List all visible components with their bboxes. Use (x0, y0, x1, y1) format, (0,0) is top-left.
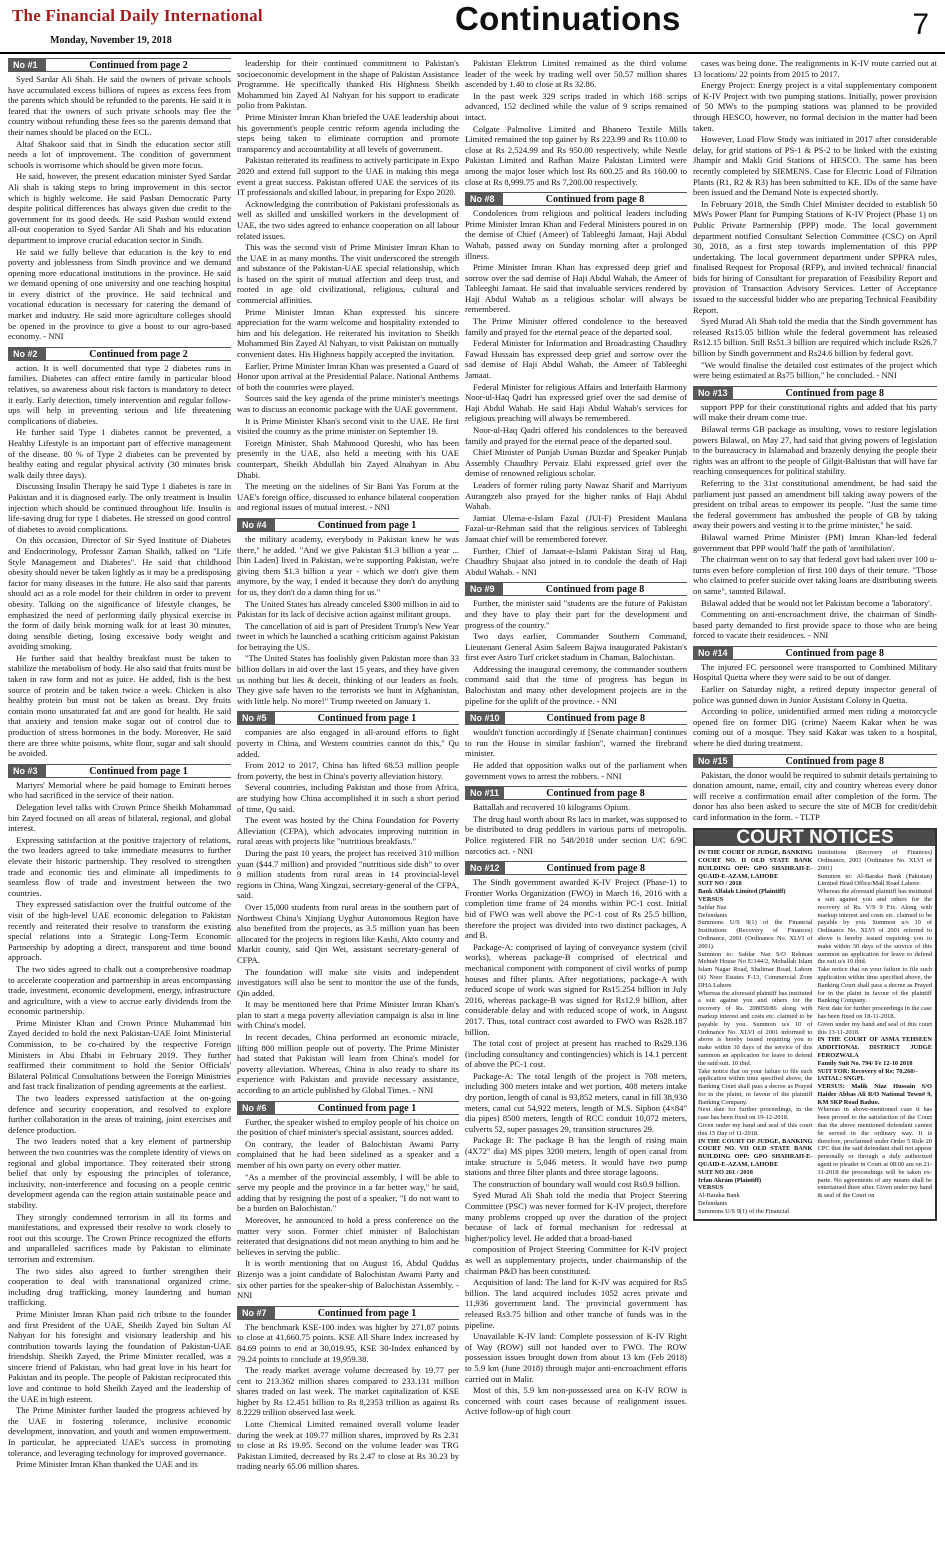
article-paragraph: During the past 10 years, the project has received 310 million yuan ($44.7 million) and provided "nutritious side dish" to over 9 million students from rural areas in 14 provincial-level regions in China, Wang Xingzui, secretary-general of the CFPA, said. (237, 847, 459, 901)
article-continued-label: Continued from page 8 (546, 863, 645, 875)
article-paragraph: It is Prime Minister Khan's second visit to the UAE. He first visited the country as the prime minister on September 19. (237, 415, 459, 437)
article (693, 386, 937, 641)
article-paragraph: Sources said the key agenda of the prime minister's meetings was to discuss an economic package with the UAE government. (237, 393, 459, 414)
article-number: No #4 (237, 519, 275, 531)
article-paragraph: Over 15,000 students from rural areas in the southern part of Northwest China's Xinjiang Uyghur Autonomous Region have also benefited from the projects, as 3.5 million yuan has been allocated for the projects in regions like Kashi, Akto county and Markit county, said Qin Wei, assistant secretary-general of CFPA. (237, 901, 459, 965)
article-paragraph: Syed Sardar Ali Shah. He said the owners of private schools have accumulated excess billions of rupees as excess fees from the parents which should be refunded to the parents. He said it is feared that the owners of such private schools may flee the country without refunding these fees so the parents demand that their names should be placed on the ECL. (8, 74, 231, 137)
article-continued-label: Continued from page 2 (89, 60, 188, 71)
article-continued-label: Continued from page 8 (546, 713, 645, 725)
article-paragraph: Altaf Shakoor said that in Sindh the education sector still needs a lot of improvement. The condition of government schools is worrisome which should be given more focus. (8, 138, 231, 170)
article-paragraph: The construction of boundary wall would cost Rs0.9 billion. (473, 1178, 681, 1189)
article-paragraph: He further said that healthy breakfast must be taken to stabilize the metabolism of body. He also said that fruits must be taken in raw form and not as juice. He added, fish is the best source of protein and be taken twice a week. Chicken is also healthy protein but must not be taken as breast. Dry fruits contain mono unsaturated fat and are good for health. He said that anxiety and tension make sugar out of control due to production of stress hormones in the body. Moreover, He said there are three white poisons, white flour, sugar and salt should be avoided. (8, 652, 231, 759)
article-paragraph: Prime Minister Khan and Crown Prince Muhammad bin Zayed decided to hold the next Pakistan-UAE Joint Ministerial Commission, to be co-chaired by the respective Foreign Ministers in Abu Dhabi in February 2019. They further reaffirmed their commitment to hold the Senior Officials' Bilateral Political Consultations between the Foreign Ministries and fast track finalization of pending agreements at the earliest. (8, 1017, 231, 1092)
court-notice-line: Defendants (698, 1200, 728, 1208)
article-continued-label: Continued from page 8 (785, 755, 884, 767)
court-notice-line: Take notice that on your failure to file such application within time specified above, the Banking Court shall pass a decree as Prayed for in the plaint in favour of the plaintiff Banking Company. (817, 966, 932, 1005)
article-paragraph: The two sides agreed to chalk out a comprehensive roadmap to accelerate cooperation and partnership in areas encompassing trade, investment, economic development, energy, infrastructure and agriculture, with a view to accrue early dividends from the economic partnership. (8, 963, 231, 1017)
court-notice-line: Whereas the aforesaid plaintiff has instituted a suit against you and others for the recovery of Rs. V/S 9 Fix. Along with markup interest and costs etc. claimed to be payable by you. Summon u/s 10 of Ordinance No. XLVI of 2001 referred to above is hereby issued requiring you to make within 30 days of the service of this summon an application for leave to defend the suit u/s 10 ibid. (817, 888, 932, 966)
article-paragraph: He said we fully believe that education is the key to end poverty and joblessness from Sindh province and we demand opening more educational institutions in the province. He said we demand opening of one university and one teaching hospital in every district of the province. He said technical and vocational education is necessary for catering the demand of market and industry. He said more agriculture colleges should be opened in the province to give a boost to our agro-based economy. - NNI (8, 246, 231, 342)
article-paragraph: He further said Type 1 diabetes cannot be prevented, a Healthy Lifestyle is an important part of effective management of the disease. 80 % of Type 2 diabetes can be prevented by healthy eating and regular physical activity (30 minutes brisk walk daily three days). (8, 427, 231, 480)
masthead (0, 0, 945, 54)
article-paragraph: Acknowledging the contribution of Pakistani professionals as well as skilled and unskilled workers in the development of UAE, the two sides agreed to enhance cooperation on all labour related issues. (237, 198, 459, 241)
article-paragraph: The Prime Minister further lauded the progress achieved by the UAE in fostering tolerance, inclusive economic development, innovation, and youth and women empowerment. In particular, he appreciated UAE's success in promoting tolerance, and leveraging technology for improved governance. (8, 1405, 231, 1458)
article-paragraph: Leaders of former ruling party Nawaz Sharif and Marriyum Aurangzeb also prayed for the higher ranks of Haji Abdul Wahab. (465, 479, 687, 512)
article-number: No #13 (693, 387, 733, 399)
court-notice-line: IN THE COURT OF JUDGE, BANKING COURT NO. II OLD STATE BANK BUILDING OPP: GPO SHAHRAH-E-QUAID-E-AZAM, LAHORE (698, 849, 813, 880)
article-heading (237, 711, 459, 725)
article-heading (8, 764, 231, 778)
article (693, 646, 937, 749)
article-continued-label: Continued from page 1 (89, 765, 188, 777)
article-paragraph: From 2012 to 2017, China has lifted 68.53 million people from poverty, the best in China's poverty alleviation history. (237, 760, 459, 781)
article-paragraph: They expressed satisfaction over the fruitful outcome of the visit of the high-level UAE economic delegation to Pakistan recently and reiterated their resolve to transform the existing special relations into a Strategic Long-Term Economic Partnership by adopting a direct, transparent and time bound approach. (8, 899, 231, 963)
article (465, 582, 687, 706)
article-paragraph: Noor-ul-Haq Qadri offered his condolences to the bereaved family and prayed for the eternal peace of the departed soul. (465, 425, 687, 446)
article-paragraph: The Sindh government awarded K-IV Project (Phase-1) to Frontier Works Organization (FWO) in March 16, 2016 with a completion time frame of 24 months within PC-1 cost. Initial bid of FWO was well above the PC-1 cost of Rs 25.5 billion, therefore the project was divided into two distinct packages, A and B. (465, 877, 687, 941)
article (237, 1101, 459, 1301)
court-notice-line: Institutions (Recovery of Finances) Ordinance, 2001 (Ordinance No. XLVI of 2001) (817, 849, 932, 872)
court-notice-line: SUIT NO 261 / 2018 (698, 1168, 753, 1176)
court-notice-line: Take notice that on your failure to file such application within time specified above, the Banking Court shall pass a decree as Prayed for in the plaint, in favour of the plaintiff Banking Company. (698, 1067, 813, 1106)
article-continued-label: Continued from page 2 (89, 348, 188, 360)
article-paragraph: The drug haul worth about Rs lacs in market, was supposed to be distributed to drug peddlers in various parts of metropolis. Police registered FIR no 548/2018 under section U/C 6/9C narcotics act. - NNI (465, 813, 687, 856)
article-heading (693, 754, 937, 768)
article-paragraph: In the past week 329 scrips traded in which 168 scrips advanced, 152 declined while the value of 9 scrips remained intact. (465, 90, 687, 122)
article (465, 861, 687, 1417)
article-paragraph: Colgate Palmolive Limited and Bhanero Textile Mills Limited remained the top gainer by Rs 223.99 and Rs 110.00 to close at Rs 2,524.99 and Rs 950.00 respectively, while Nestle Pakistan Limited and Rafhan Maize Pakistan Limited were among the major loser which lost Rs 600.25 and Rs 160.00 to close at Rs 8,999.75 and Rs 7,200.00 respectively. (465, 123, 687, 187)
article-number: No #11 (465, 787, 504, 799)
court-notice-line: Bank Alfalah Limited (Plaintiff) (698, 888, 786, 896)
court-notice-line: Next date for further proceedings in the case has been fixed on 18-11-2018. (817, 1005, 932, 1020)
article-continuation (693, 58, 937, 381)
section-title: Continuations (455, 0, 681, 37)
article-paragraph: Commenting on anti-encroachment drive, the chairman of Sindh-based party demanded to first provide space to those who are being forced to vacate their residences. - NNI (693, 609, 937, 641)
article-paragraph: Jamiat Ulema-e-Islam Fazal (JUI-F) President Maulana Fazal-ur-Rehman said that the religious services of Tableeghi Jamaat chief will be remembered forever. (465, 512, 687, 544)
court-notice-line: VERSUS: Malik Niaz Hussain S/O Haider Abbas Ali R/O National Town# 9, KM SKP Road Baduo. (817, 1083, 932, 1106)
article-paragraph: Addressing the inaugural ceremony, the commander southern command said that the time of progress has begun in Balochistan and many other development projects are in the pipeline for the uplift of the province. - NNI (465, 663, 687, 706)
article-paragraph: Pakistan Elektron Limited remained as the third volume leader of the week by trading well over 50.57 million shares ascended by 1.40 to close at Rs 32.86. (465, 58, 687, 90)
article-continued-label: Continued from page 8 (546, 788, 645, 800)
article-continued-label: Continued from page 8 (545, 194, 645, 206)
article-paragraph: Further, the minister said "students are the future of Pakistan and they have to play their part for the development and progress of the country." (465, 598, 687, 630)
article-paragraph: Unavailable K-IV land: Complete possession of K-IV Right of Way (ROW) still not handed over to FWO. The ROW possession issues brought down from about 13 km (Feb 2018) to 5.9 km (June 2018) through major anti-encroachment efforts carried out in Malir. (465, 1331, 687, 1384)
article-paragraph: Syed Murad Ali Shah told the media that the Sindh government has released Rs15.05 billion while the federal government has released Rs12.15 billion. Still Rs51.3 billion are required which include Rs26.7 billion by Sindh government and Rs24.6 billion by federal govt. (693, 316, 937, 359)
court-notice-line: Next date for further proceedings, in the case has been fixed on 19-12-2018. (698, 1106, 813, 1122)
court-notice-line: Whereas the aforesaid plaintiff has instituted a suit against you and others for the recovery of Rs. 208050/86 along with markup interest and costs etc. claimed to be payable by you. Summon u/s 10 of Ordinance No. XLVI of 2001 informed to above is hereby issued requiring you to make within 30 days of the service of this summon an application for leave to defend the said suit. 10 ibid. (698, 989, 813, 1067)
article-heading (8, 347, 231, 361)
court-notice-line: Irfan Akram (Plaintiff) (698, 1176, 762, 1184)
article-heading (465, 711, 687, 725)
article-paragraph: Earlier, Prime Minister Imran Khan was presented a Guard of Honor upon arrival at the Presidential Palace. National Anthems of both the countries were played. (237, 360, 459, 392)
article-paragraph: Earlier on Saturday night, a retired deputy inspector general of police was gunned down in Junior Assistant Colony in Quetta. (693, 684, 937, 705)
article-paragraph: The injured FC personnel were transported to Combined Military Hospital Quetta where they were said to be out of danger. (693, 661, 937, 683)
article-paragraph: Federal Minister for Information and Broadcasting Chaudhry Fawad Hussain has expressed deep grief and sorrow over the sad demise of Haji Abdul Wahab, the Ameer of Tableeghi Jamaat. (465, 338, 687, 381)
article-heading (693, 386, 937, 400)
article-paragraph: Prime Minister Imran Khan paid rich tribute to the founder and first President of the UAE, Sheikh Zayed bin Sultan Al Nahyan for his foresight and visionary leadership and his contribution towards laying the foundation of Pakistan-UAE friendship. Sheikh Zayed, the Prime Minister recalled, was a sincere friend of Pakistan, who had great love in his heart for Pakistan and its people. The people of Pakistan reciprocated this love and continue to hold Sheikh Zayed and the leadership of the UAE in high esteem. (8, 1308, 231, 1404)
court-notice-line: Given under my hand and seal of this court this 15 Day of 11-2018. (698, 1122, 813, 1137)
article (465, 192, 687, 577)
article-continued-label: Continued from page 1 (317, 519, 417, 531)
court-notice-line: Whereas in above-mentioned case it has been proved to the satisfaction of the Court that the above mentioned defendant cannot be served in the ordinary way. It is therefore, proclaimed under Order 5 Rule 20 CPC that the said defendant shall not appear personally or through a duly authorized agent or pleader in Court at 08:00 am on 21-11-2018 the proceedings will be taken ex-parte. No agreements of any means shall be entertained there after. Given under my hand & seal of the Court on (817, 1106, 932, 1200)
column-1 (8, 58, 231, 1553)
court-notice-line: IN THE COURT OF JUDGE, BANKING COURT NO. VII OLD STATE BANK BUILDING OPP: GPO SHAHRAH-E-QUAID-E-AZAM, LAHORE (698, 1137, 813, 1169)
article-continued-label: Continued from page 1 (317, 713, 417, 725)
article-paragraph: Several countries, including Pakistan and those from Africa, are studying how China accomplished it in such a short period of time, Qu said. (237, 782, 459, 814)
article-number: No #6 (237, 1102, 275, 1114)
court-notices-title: COURT NOTICES (695, 830, 935, 847)
article-paragraph: Prime Minister Imran Khan expressed his sincere appreciation for the warm welcome and hospitality extended to him and his delegation. He reiterated his invitation to Sheikh Mohammed Bin Zayed Al Nahyan, to visit Pakistan on mutually convenient dates. His Highness happily accepted the invitation. (237, 306, 459, 360)
column-2 (237, 58, 459, 1553)
article-number: No #10 (465, 712, 505, 724)
article-number: No #3 (8, 765, 46, 777)
article-paragraph: Further, the speaker wished to employ people of his choice on the position of chief minister's special assistant, sources added. (237, 1116, 459, 1138)
article-paragraph: Pakistan, the donor would be required to submit details pertaining to donation amount, name, email, city and country whereas every donor will receive a confirmation email after completion of the form. The donor has also been asked to secure the site of MCB for credit/debit card information in the form. - TLTP (693, 769, 937, 822)
article-paragraph: Condolences from religious and political leaders including Prime Minister Imran Khan and Federal Ministers poured in on the demise of Chief (Ameer) of Tableeghi Jamaat, Haji Abdul Wahab, passed away on Sunday morning after a prolonged illness. (465, 208, 687, 261)
article-paragraph: Moreover, he announced to hold a press conference on the matter very soon. Former chief minister of Balochistan reiterated that designations did not mean anything to him and he believes in serving the public. (237, 1214, 459, 1257)
issue-date: Monday, November 19, 2018 (50, 35, 172, 46)
article-paragraph: The benchmark KSE-100 index was higher by 271.87 points to close at 41,660.75 points. KSE All Share Index increased by 84.69 points to end at 30,019.95, KSE 30-Index enhanced by 79.24 points to conclude at 19,959.38. (237, 1321, 459, 1364)
article-paragraph: He added that opposition walks out of the parliament when government vows to arrest the robbers. - NNI (465, 760, 687, 781)
article-paragraph: Further, Chief of Jamaat-e-Islami Pakistan Siraj ul Haq, Chaudhry Shujaat also joined in to condole the death of Haji Abdul Wahab. - NNI (465, 545, 687, 577)
article-paragraph: Prime Minister Imran Khan briefed the UAE leadership about his government's people centric reform agenda including the steps being taken to eliminate corruption and promote transparency and accountability at all levels of government. (237, 111, 459, 154)
article-continued-label: Continued from page 8 (785, 387, 884, 399)
article-paragraph: Syed Murad Ali Shah told the media that Project Steering Committee (PSC) was never formed for K-IV project, therefore many problems cropped up over the duration of the project because of lack of formal mechanism for redressal at higher/policy level. He added that a broad-based (465, 1190, 687, 1243)
article-continuation (237, 58, 459, 513)
article (465, 786, 687, 856)
article-heading (465, 192, 687, 206)
article-paragraph: Delegation level talks with Crown Prince Sheikh Mohammad bin Zayed focused on all areas of bilateral, regional, and global interest. (8, 802, 231, 834)
article (237, 518, 459, 707)
article-number: No #12 (465, 862, 505, 874)
court-notice-line: Summon to: Al-Baraka Bank (Pakistan) Limited Head Office/Mall Road Lahore. (817, 872, 932, 888)
article (237, 1306, 459, 1472)
article-heading (237, 518, 459, 532)
court-notice-line: VERSUS (698, 1184, 724, 1192)
column-3 (465, 58, 687, 1553)
article-heading (465, 786, 687, 800)
article-heading (693, 646, 937, 660)
court-notice-line: Given under my hand and seal of this court this 13-11-2018. (817, 1020, 932, 1036)
article-number: No #2 (8, 348, 46, 360)
article-paragraph: Martyrs' Memorial where he paid homage to Emirati heroes who had sacrificed in the service of their nation. (8, 779, 231, 801)
article-paragraph: Federal Minister for religious Affairs and Interfaith Harmony Noor-ul-Haq Qadri has expressed grief over the sad demise of Haji Abdul Wahab. He said Haji Abdul Wahab's services for religious preaching will always be remembered. (465, 381, 687, 424)
page-number: 7 (912, 8, 929, 41)
court-notice-line: SUIT FOR: Recovery of Rs: 70,260/- (817, 1067, 918, 1075)
article-paragraph: On contrary, the leader of Balochistan Awami Party complained that he had been sidelined as a speaker and a member of his own party on every other matter. (237, 1138, 459, 1170)
court-notice-line: Summons U/S 9(1) of the Financial (698, 1207, 790, 1215)
article (8, 764, 231, 1470)
article-paragraph: However, Load Flow Study was initiated in 2017 after considerable delay, for grid stations of PS-1 & PS-2 to be linked with the existing Jhampir and Makli Grid Stations of HESCO. The same has been recently completed by SIEMENS. Case for Electric Load of Filtration Plants (R1, R2 & R3) has been submitted to KE. IDs of the same have been issued and the Demand Note is expected shortly. (693, 134, 937, 198)
court-notice-line: Al-Baraka Bank (698, 1192, 740, 1200)
article-heading (465, 861, 687, 875)
article-number: No #14 (693, 647, 733, 659)
article-paragraph: They strongly condemned terrorism in all its forms and manifestations, and expressed their resolve to work closely to root out this scourge. The Crown Prince recognized the efforts and unparalleled sacrifices made by Pakistan to eliminate terrorism and extremism. (8, 1211, 231, 1264)
newspaper-brand: The Financial Daily International (12, 6, 263, 25)
article-paragraph: "We would finalise the detailed cost estimates of the project which were being estimated at Rs75 billion," he concluded. - NNI (693, 359, 937, 381)
article-paragraph: The ready market average volume decreased by 19.77 per cent to 213.362 million shares compared to 233.131 million shares traded on last week. The market capitalization of KSE higher by Rs 12.451 billion to Rs 8,2353 trillion as against Rs 8.2229 trillion observed last week. (237, 1365, 459, 1418)
article-continued-label: Continued from page 8 (785, 647, 884, 659)
court-notice-line: Summons U/S 9(1) of the Financial Institutions (Recovery of Finances) Ordinance, 2001 (Ordinance No. XLVI of 2001). (698, 919, 813, 950)
article-paragraph: Package B: The package B has the length of rising main (4X72" dia) MS pipes 3200 meters, length of open canal from intake structure is 5,046 meters. It would have two pump stations and three filter plants and three storage lagoons. (465, 1135, 687, 1178)
court-notices-box (693, 828, 937, 1221)
article-paragraph: Package-A: The total length of the project is 708 meters, including 300 meters intake and wet portion, 408 meters intake dry portion, length of canal is 93,852 meters, canal in fill 38,930 meters, canal cut 54,922 meters, length of M.S. Siphon (4×84" dia pipes) 8500 meters, length of RCC conduit 10,072 meters, culverts 52, super passages 29, transition structures 29. (465, 1070, 687, 1134)
article-number: No #9 (465, 583, 503, 595)
court-notice-line: Family Suit No. 794/ Fe 12-10 2018 (817, 1059, 913, 1067)
article-paragraph: Acquisition of land: The land for K-IV was acquired for Rs5 billion. The land acquired includes 1052 acres private and 11,936 government land. The provincial government has released Rs3.75 billion and other tranche of funds was in the pipeline. (465, 1277, 687, 1330)
article-paragraph: Expressing satisfaction at the positive trajectory of relations, the two leaders agreed to take immediate measures to further elevate their historic partnership. They resolved to strengthen trade and economic ties and eliminate all impediments to seamless flow of trade and investment between the two countries. (8, 834, 231, 898)
court-notice-line: VERSUS (698, 895, 724, 903)
article-paragraph: Bilawal added that he would not let Pakistan become a 'laboratory'. (701, 597, 933, 608)
article-paragraph: "As a member of the provincial assembly, I will be able to serve my people and the province in a far better way," he said, adding that by resigning the post of a speaker, "I do not want to be a burden on Balochistan." (237, 1171, 459, 1214)
article-number: No #1 (8, 59, 46, 71)
article-paragraph: Prime Minister Imran Khan thanked the UAE and its (16, 1459, 198, 1470)
court-notice-line: IN THE COURT OF ASMA TEHSEEN ADDITIONAL DISTRICT JUDGE FEROZWALA (817, 1036, 932, 1059)
article-paragraph: Bilawal warned Prime Minister (PM) Imran Khan-led federal government that PPP would 'half' the path of 'annihilation'. (693, 531, 937, 553)
article-continued-label: Continued from page 8 (545, 584, 645, 596)
article (237, 711, 459, 1095)
article (8, 58, 231, 342)
article-paragraph: The chairman went on to say that federal govt had taken over 100 u-turns even before completion of first 100 days of their tenure. "Those who claimed to prefer suicide over taking loans are distributing sweets on same", taunted Bilawal. (693, 554, 937, 596)
article-paragraph: companies are also engaged in all-around efforts to fight poverty in China, and Western countries cannot do this," Qu added. (237, 727, 459, 759)
article-number: No #5 (237, 712, 275, 724)
article-paragraph: Battallah and recovered 10 kilograms Opium. (473, 802, 631, 813)
article-continued-label: Continued from page 1 (317, 1307, 417, 1319)
article-paragraph: Lotte Chemical Limited remained overall volume leader during the week at 109.77 million shares, improved by Rs 2.31 to close at Rs 19.95. Second on the volume leader was TRG Pakistan Limited, decreased by Rs 2.47 to close at Rs 30.23 by trading nearly 65.06 million shares. (237, 1419, 459, 1472)
article-heading (237, 1101, 459, 1115)
article-paragraph: Pakistan reiterated its readiness to actively participate in Expo 2020 and extend full support to the UAE in making this mega event a great success. Pakistan offered UAE the services of its IT professionals and skilled labour, in preparing for Expo 2020. (237, 155, 459, 198)
article-paragraph: Chief Minister of Punjab Usman Buzdar and Speaker Punjab Assembly Chaudhry Pervaiz Elahi expressed grief over the demise of renowned religious scholar. (465, 447, 687, 479)
article-number: No #7 (237, 1307, 275, 1319)
court-notice-line: IATIAL: SNGPL (817, 1075, 865, 1083)
article-paragraph: The two leaders noted that a key element of partnership between the two countries was the complete identity of views on regional and global importance. They reiterated their strong belief that only by espousing the principles of tolerance, inclusivity, non-interference and focusing on a people centric development agenda can the region attain sustainable peace and stability. (8, 1136, 231, 1210)
article-paragraph: In recent decades, China performed an economic miracle, lifting 800 million people out of poverty. The Prime Minister had stated that Pakistan will learn from China's model for poverty alleviation. Whereas, China is also ready to share its experience with Pakistan and provide necessary assistance, according to an article published by Global Times. - NNI (237, 1032, 459, 1096)
article-paragraph: The two leaders expressed satisfaction at the on-going defence and security cooperation, and resolved to explore further collaboration in the areas of training, joint exercises and defence production. (8, 1093, 231, 1135)
court-notice-line: SUIT NO / 2018 (698, 880, 742, 888)
article-paragraph: "The United States has foolishly given Pakistan more than 33 billion dollars in aid over the last 15 years, and they have given us nothing but lies & deceit, thinking of our leaders as fools. They give safe haven to the terrorists we hunt in Afghanistan, with little help. No more!" Trump tweeted on January 1. (237, 653, 459, 706)
article-paragraph: Most of this, 5.9 km non-possessed area on K-IV ROW is concerned with court cases because of realignment issues. Active follow-up of high court (465, 1385, 687, 1417)
article-paragraph: Referring to the 31st constitutional amendment, he had said the parliament just passed an amendment bill taking away powers of the president on tribal areas to empower its people. "Just the same time the federal government has ambushed the people of GB by taking away their powers and vesting it to the prime minister," he said. (693, 477, 937, 531)
court-notice-line: Safdar Naz (698, 903, 727, 911)
article-paragraph: cases was being done. The realignments in K-IV route carried out at 13 locations/ 22 points from 2015 to 2017. (693, 58, 937, 79)
article (693, 754, 937, 823)
article-paragraph: the military academy, everybody in Pakistan knew he was there," he added. "And we give Pakistan $1.3 billion a year ... [bin Laden] lived in Pakistan, we're supporting Pakistan, we're giving them $1.3 billion a year - which we don't give them anymore, by the way, I ended it because they don't do anything for us, they don't do a damn thing for us." (237, 533, 459, 597)
article-paragraph: The total cost of project at present has reached to Rs29.136 (including consultancy and contingencies) which is 14.1 percent of above the PC-1 cost. (465, 1038, 687, 1070)
article-paragraph: Energy Project: Energy project is a vital supplementary component of K-IV Project with two pumping stations. Initially, power provision of 50 MWs to the pumping stations was planned to be provided through HESCO, however, no formal decision in the matter had been taken. (693, 80, 937, 133)
article-paragraph: Package-A: comprised of laying of conveyance system (civil works), whereas package-B comprised of electrical and mechanical component with component of civil works of pump houses and filter plants. After negotiations, package-A with reduced scope of work was signed for Rs15.254 billion in July 2016, whereas package-B was signed for Rs12.9 billion, after considerable delay and with reduced scope of work, in August 2017. Thus, total contract cost awarded to FWO was Rs28.187 billion. (465, 941, 687, 1037)
article-paragraph: action. It is well documented that type 2 diabetes runs in families. Diabetes can affect entire family in particular blood relatives, so awareness about risk factors is mandatory to detect it early. Early detection, timely intervention and regular follow-ups will help in preventing serious and life threatening complications of diabetes. (8, 362, 231, 426)
article-paragraph: It is worth mentioning that on August 16, Abdul Quddus Bizenjo was a joint candidate of Balochistan Awami Party and six other parties for the speaker-ship of Balochistan Assembly. - NNI (237, 1258, 459, 1301)
court-notice-line: Summon to: Safdar Naz S/O Rehman Mehtab House No E/144/2, Mohallah Islam Islam Nagar Road, Shalimar Road, Lahore (ii) Noor Estates F-13, Commercial Zone DHA Lahore. (698, 950, 813, 989)
article-number: No #8 (465, 193, 503, 205)
article-paragraph: The foundation will make site visits and independent investigators will also be sent to monitor the use of the funds, Qin added. (237, 966, 459, 998)
article-paragraph: The two sides also agreed to further strengthen their cooperation to deal with transnational organized crime, including drug trafficking, money laundering and human trafficking. (8, 1265, 231, 1308)
article-paragraph: In February 2018, the Sindh Chief Minister decided to establish 50 MWs Power Plant for Pumping Stations of K-IV Project (Phase 1) on Public Private Partnership (PPP) mode. The local government department notified Consultant Selection Committee (CSC) on April 30, 2018, as a first step towards implementation of this PPP undertaking. The local government department under SPPRA rules, finalised Request for Proposal (RFP), and invited technical/ financial bids for hiring of Consultant for preparation of Feasibility Report and provision of Transaction Advisory Services. Letter of Acceptance issued to the successful bidder who are preparing Technical Feasibility Report. (693, 198, 937, 315)
article-paragraph: leadership for their continued commitment to Pakistan's socioeconomic development in the shape of Pakistan Assistance Programme. He specifically thanked His Highness Sheikh Mohammed bin Zayed Al Nahyan for his support to eradicate polio from Pakistan. (237, 58, 459, 111)
article-paragraph: wouldn't function accordingly if [Senate chairman] continues to run the House in similar fashion", warned the firebrand minister. (465, 727, 687, 759)
article-paragraph: This was the second visit of Prime Minister Imran Khan to the UAE in as many months. The visit underscored the strength and substance of the Pakistan-UAE special relationship, which is based on the spirit of mutual affection and deep trust, and rooted in age old civilizational, religious, cultural and commercial affinities. (237, 242, 459, 306)
court-notices-right (818, 849, 933, 1215)
article-paragraph: It may be mentioned here that Prime Minister Imran Khan's plan to start a mega poverty alleviation campaign is also in line with China's model. (237, 999, 459, 1031)
article-paragraph: Foreign Minister, Shah Mahmood Qureshi, who has been presently in the UAE, also held a meeting with his UAE counterpart, Sheikh Abdullah bin Zayed Alnahyan in Abu Dhabi. (237, 437, 459, 480)
column-4 (693, 58, 937, 1553)
article-paragraph: The Prime Minister offered condolence to the bereaved family and prayed for the eternal peace of the departed soul. (465, 316, 687, 337)
article (465, 711, 687, 781)
article-paragraph: composition of Project Steering Committee for K-IV project as well as supplementary projects, under chairmanship of the chairman P&D has been constituted. (465, 1244, 687, 1276)
article-paragraph: On this occasion, Director of Sir Syed Institute of Diabetes and Endocrinology, Professor Zaman Shaikh, talked on "Life Style Management and Diabetes". He said that childhood obesity should never be taken lightly as it may be a predisposing factor for many diseases in the future. He also said that parents should act as a role model for their children in order to prevent obesity. Talking on the significance of lifestyle changes, he emphasized the need of performing daily physical exercise in the form of daily brisk morning walk for at least 30 minutes, doing sensible dieting, losing excessive body weight and avoiding smoking. (8, 535, 231, 652)
article-heading (8, 58, 231, 72)
article-paragraph: The United States has already canceled $300 million in aid to Pakistan for its lack of decisive action against militant groups. (237, 598, 459, 620)
article-paragraph: Discussing Insulin Therapy he said Type 1 diabetes is rare in Pakistan and it is diagnosed early. The only treatment is Insulin injection which should be continued throughout life. Insulin is life-saving drug for type 1 diabetes. He stressed on good control of diabetes to avoid complications. (8, 481, 231, 534)
article (8, 347, 231, 759)
article-continued-label: Continued from page 1 (317, 1102, 417, 1114)
article-paragraph: He said, however, the present education minister Syed Sardar Ali shah is taking steps to bring improvement in this sector which is highly welcome. He said Pasban Democratic Party despite political differences has always given due credit to the government for its good deeds. He said Pasban would extend all-out cooperation to Syed Sardar Ali Shah and his education department to improve crucial education sector in Sindh. (8, 171, 231, 245)
article-paragraph: Prime Minister Imran Khan has expressed deep grief and sorrow over the sad demise of Haji Abdul Wahab, the Ameer of Tableeghi Jamaat. He said that invaluable services rendered by Haji Abdul Wahab as a religious scholar will always be remembered. (465, 262, 687, 315)
court-notice-line: Defendants (698, 911, 728, 919)
article-continuation (465, 58, 687, 187)
article-number: No #15 (693, 755, 733, 767)
article-paragraph: The event was hosted by the China Foundation for Poverty Alleviation (CFPA), which advocates improving nutrition in rural areas with projects like "nutritious breakfasts." (237, 815, 459, 847)
article-paragraph: The cancellation of aid is part of President Trump's New Year tweet in which he launched a scathing criticism against Pakistan for betraying the US. (237, 620, 459, 652)
article-paragraph: The meeting on the sidelines of Sir Bani Yas Forum at the UAE's foreign office, discussed to enhance bilateral cooperation and regional issues of mutual interest. - NNI (237, 481, 459, 513)
article-paragraph: According to police, unidentified armed men riding a motorcycle opened fire on former DIG (crime) Naeem Kakar when he was coming out of a mosque. They said Kakar was taken to a hospital, where he died during treatment. (693, 706, 937, 749)
article-paragraph: Two days earlier, Commander Southern Command, Lieutenant General Asim Saleem Bajwa inaugurated Pakistan's first ever Astro Turf cricket stadium in Chaman, Balochistan. (465, 631, 687, 663)
article-paragraph: Bilawal terms GB package as insulting, vows to restore legislation powers Bilawal, on May 27, had said that giving powers of legislation to the bureaucracy in Islamabad and brazenly denying the people their rights was an affront to the people of Gilgit-Baltistan that will have far reaching consequences for political stability. (693, 424, 937, 477)
article-heading (237, 1306, 459, 1320)
article-paragraph: support PPP for their constitutional rights and added that his party will make their dream come true. (693, 401, 937, 423)
court-notices-left (698, 849, 813, 1215)
article-heading (465, 582, 687, 596)
